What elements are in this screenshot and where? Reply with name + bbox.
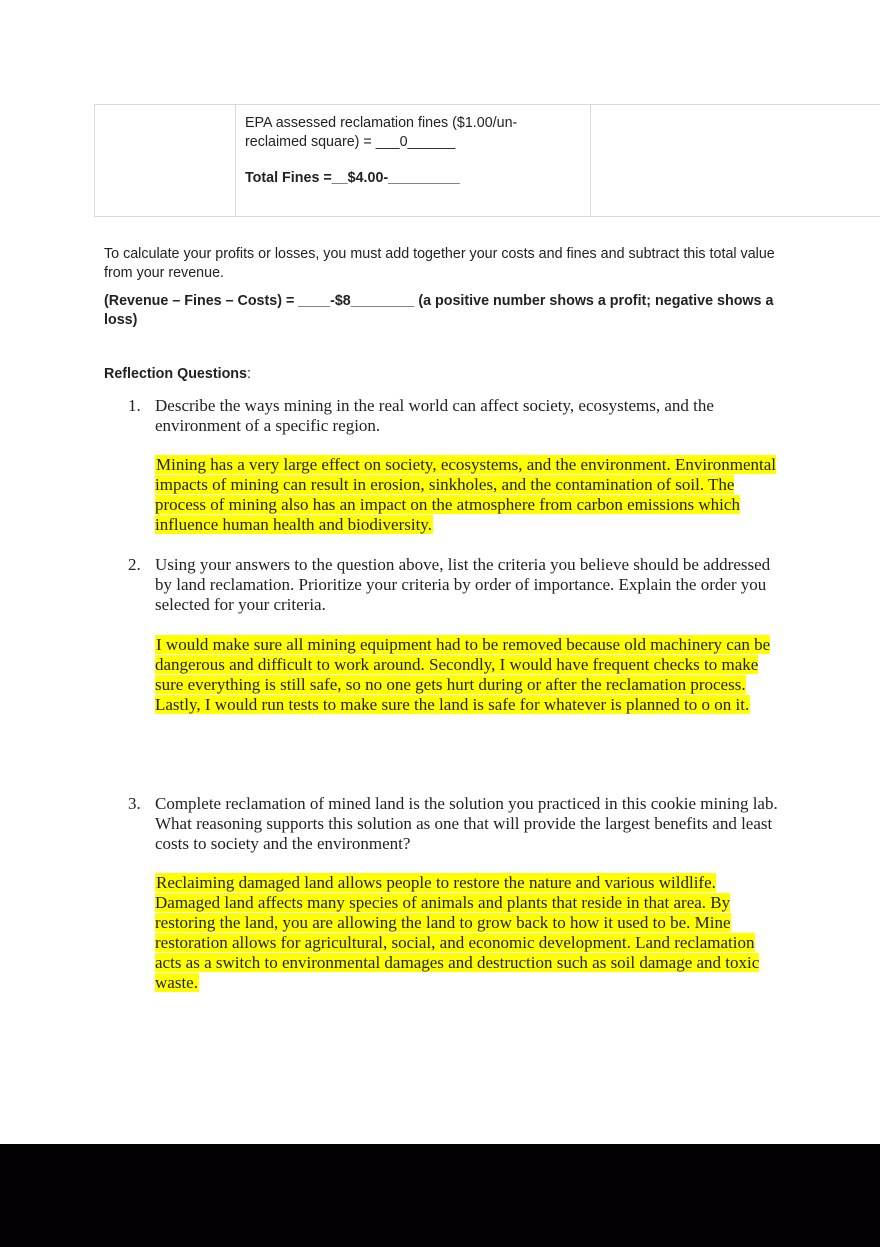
table-cell-fines <box>235 105 591 216</box>
bottom-black-bar <box>0 1144 880 1247</box>
reflection-heading-colon: : <box>247 366 251 382</box>
epa-fines-line: EPA assessed reclamation fines ($1.00/un-reclaimed square) = ___0______ <box>245 115 518 150</box>
question-number: 1. <box>128 396 141 415</box>
highlighted-answer: I would make sure all mining equipment had to be removed because old machinery can be dangerous and difficult to work around. Secondly, I would have frequent checks to make sure everything is still safe, so no one gets hurt during or after the reclamation process. Lastly, I would run tests to make sure the land is safe for whatever is planned to o on it. <box>155 635 771 714</box>
highlighted-answer: Mining has a very large effect on society, ecosystems, and the environment. Environmental impacts of mining can result in erosion, sinkholes, and the contamination of soil. The process of mining also has an impact on the atmosphere from carbon emissions which influence human health and biodiversity. <box>155 455 777 534</box>
profit-formula: (Revenue – Fines – Costs) = ____-$8________ (a positive number shows a profit; negative shows a loss) <box>104 293 774 328</box>
reflection-heading <box>104 366 251 382</box>
answer-2 <box>155 635 785 715</box>
question-text: Using your answers to the question above, list the criteria you believe should be addressed by land reclamation. Prioritize your criteria by order of importance. Explain the order you selected for your criteria. <box>155 555 771 614</box>
answer-1 <box>155 455 785 535</box>
table-cell-empty-right <box>591 105 880 216</box>
question-text: Describe the ways mining in the real world can affect society, ecosystems, and the environment of a specific region. <box>155 396 714 435</box>
question-number: 3. <box>128 794 141 813</box>
reflection-heading-text: Reflection Questions <box>104 366 247 382</box>
question-text: Complete reclamation of mined land is the solution you practiced in this cookie mining lab. What reasoning supports this solution as one that will provide the largest benefits and least costs to society and the environment? <box>155 794 778 853</box>
question-number: 2. <box>128 555 141 574</box>
total-fines: Total Fines =__$4.00-_________ <box>245 170 460 186</box>
fines-table <box>94 104 880 217</box>
instructions-paragraph: To calculate your profits or losses, you must add together your costs and fines and subtract this total value from your revenue. <box>104 246 775 281</box>
table-cell-empty-left <box>95 105 236 216</box>
answer-3 <box>155 873 785 993</box>
highlighted-answer: Reclaiming damaged land allows people to restore the nature and various wildlife. Damaged land affects many species of animals and plants that reside in that area. By restoring the land, you are allowing the land to grow back to how it used to be. Mine restoration allows for agricultural, social, and economic development. Land reclamation acts as a switch to environmental damages and destruction such as soil damage and toxic waste. <box>155 873 760 992</box>
